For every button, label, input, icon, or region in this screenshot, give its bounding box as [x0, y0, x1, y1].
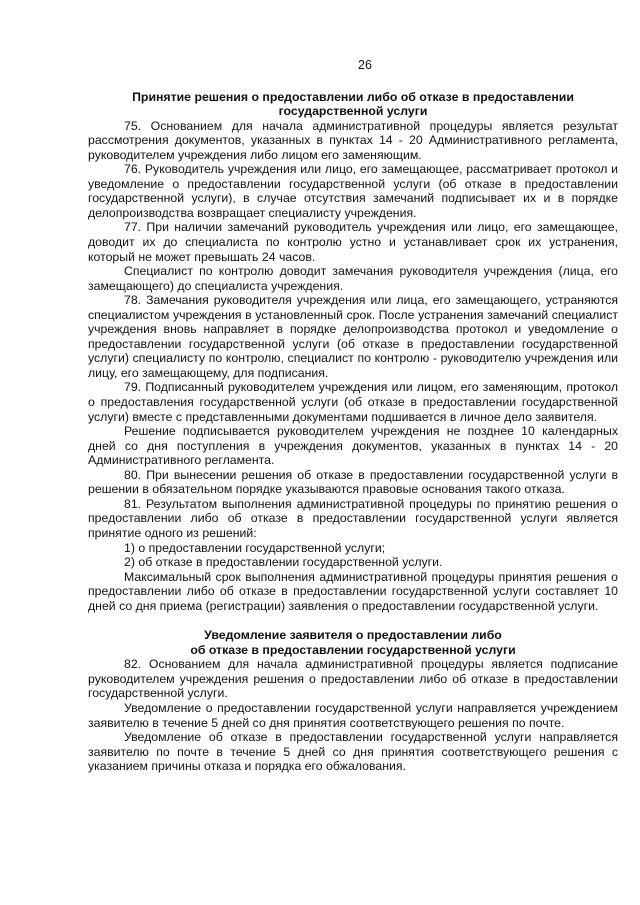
paragraph-75: 75. Основанием для начала административной процедуры является результат рассмотрения документов, указанных в пунктах 14 - 20 Административного регламента, руководителем учреждения либо лицом его заменяющим.	[88, 118, 618, 162]
paragraph-80: 80. При вынесении решения об отказе в предоставлении государственной услуги в решении в обязательном порядке указываются правовые основания такого отказа.	[88, 467, 618, 497]
paragraph-78: 78. Замечания руководителя учреждения или лица, его замещающего, устраняются специалистом учреждения в установленный срок. После устранения замечаний специалист учреждения вновь направляет в порядке делопроизводства протокол и уведомление о предоставлении государственной услуги (об отказе в предоставлении государственной услуги) специалисту по контролю, специалист по контролю - руководителю учреждения или лицу, его замещающему, для подписания.	[88, 293, 618, 380]
section-heading-line: государственной услуги	[278, 104, 428, 119]
paragraph-notify-approval: Уведомление о предоставлении государственной услуги направляется учреждением заявителю в течение 5 дней со дня принятия соответствующего решения по почте.	[88, 700, 618, 730]
paragraph-79: 79. Подписанный руководителем учреждения или лицом, его заменяющим, протокол о предоставления государственной услуги (об отказе в предоставлении государственной услуги) вместе с представленными документами подшивается в личное дело заявителя.	[88, 380, 618, 424]
section-notification	[88, 628, 618, 773]
section-heading-decision	[88, 90, 618, 119]
list-item-2: 2) об отказе в предоставлении государственной услуги.	[124, 555, 443, 570]
paragraph-notify-refusal: Уведомление об отказе в предоставлении государственной услуги направляется заявителю по почте в течение 5 дней со дня принятия соответствующего решения с указанием причины отказа и порядка его обжалования.	[88, 730, 618, 774]
section-heading-notification	[88, 628, 618, 657]
paragraph-77: 77. При наличии замечаний руководитель учреждения или лицо, его замещающее, доводит их до специалиста по контролю устно и устанавливает срок их устранения, который не может превышать 24 часов.	[88, 220, 618, 264]
section-heading-line: Уведомление заявителя о предоставлении либо	[204, 628, 502, 643]
paragraph-81: 81. Результатом выполнения административной процедуры по принятию решения о предоставлении либо об отказе в предоставлении государственной услуги является принятие одного из решений:	[88, 496, 618, 540]
document-page	[88, 58, 618, 774]
section-heading-line: об отказе в предоставлении государственной услуги	[190, 642, 516, 657]
section-decision	[88, 90, 618, 614]
paragraph-76: 76. Руководитель учреждения или лицо, его замещающее, рассматривает протокол и уведомление о предоставлении государственной услуги (об отказе в предоставлении государственной услуги), в случае отсутствия замечаний подписывает их и в порядке делопроизводства возвращает специалисту учреждения.	[88, 162, 618, 220]
paragraph-82: 82. Основанием для начала административной процедуры является подписание руководителем учреждения решения о предоставлении либо об отказе в предоставлении государственной услуги.	[88, 657, 618, 701]
paragraph-77-cont: Специалист по контролю доводит замечания руководителя учреждения (лица, его замещающего) до специалиста учреждения.	[88, 264, 618, 293]
list-item-1: 1) о предоставлении государственной услуги;	[124, 540, 386, 555]
paragraph-max-term: Максимальный срок выполнения административной процедуры принятия решения о предоставлении либо об отказе в предоставлении государственной услуги составляет 10 дней со дня приема (регистрации) заявления о предоставлении государственной услуги.	[88, 569, 618, 613]
page-number: 26	[358, 58, 372, 72]
section-heading-line: Принятие решения о предоставлении либо об отказе в предоставлении	[132, 89, 574, 104]
paragraph-79-cont: Решение подписывается руководителем учреждения не позднее 10 календарных дней со дня поступления в учреждения документов, указанных в пунктах 14 - 20 Административного регламента.	[88, 424, 618, 468]
